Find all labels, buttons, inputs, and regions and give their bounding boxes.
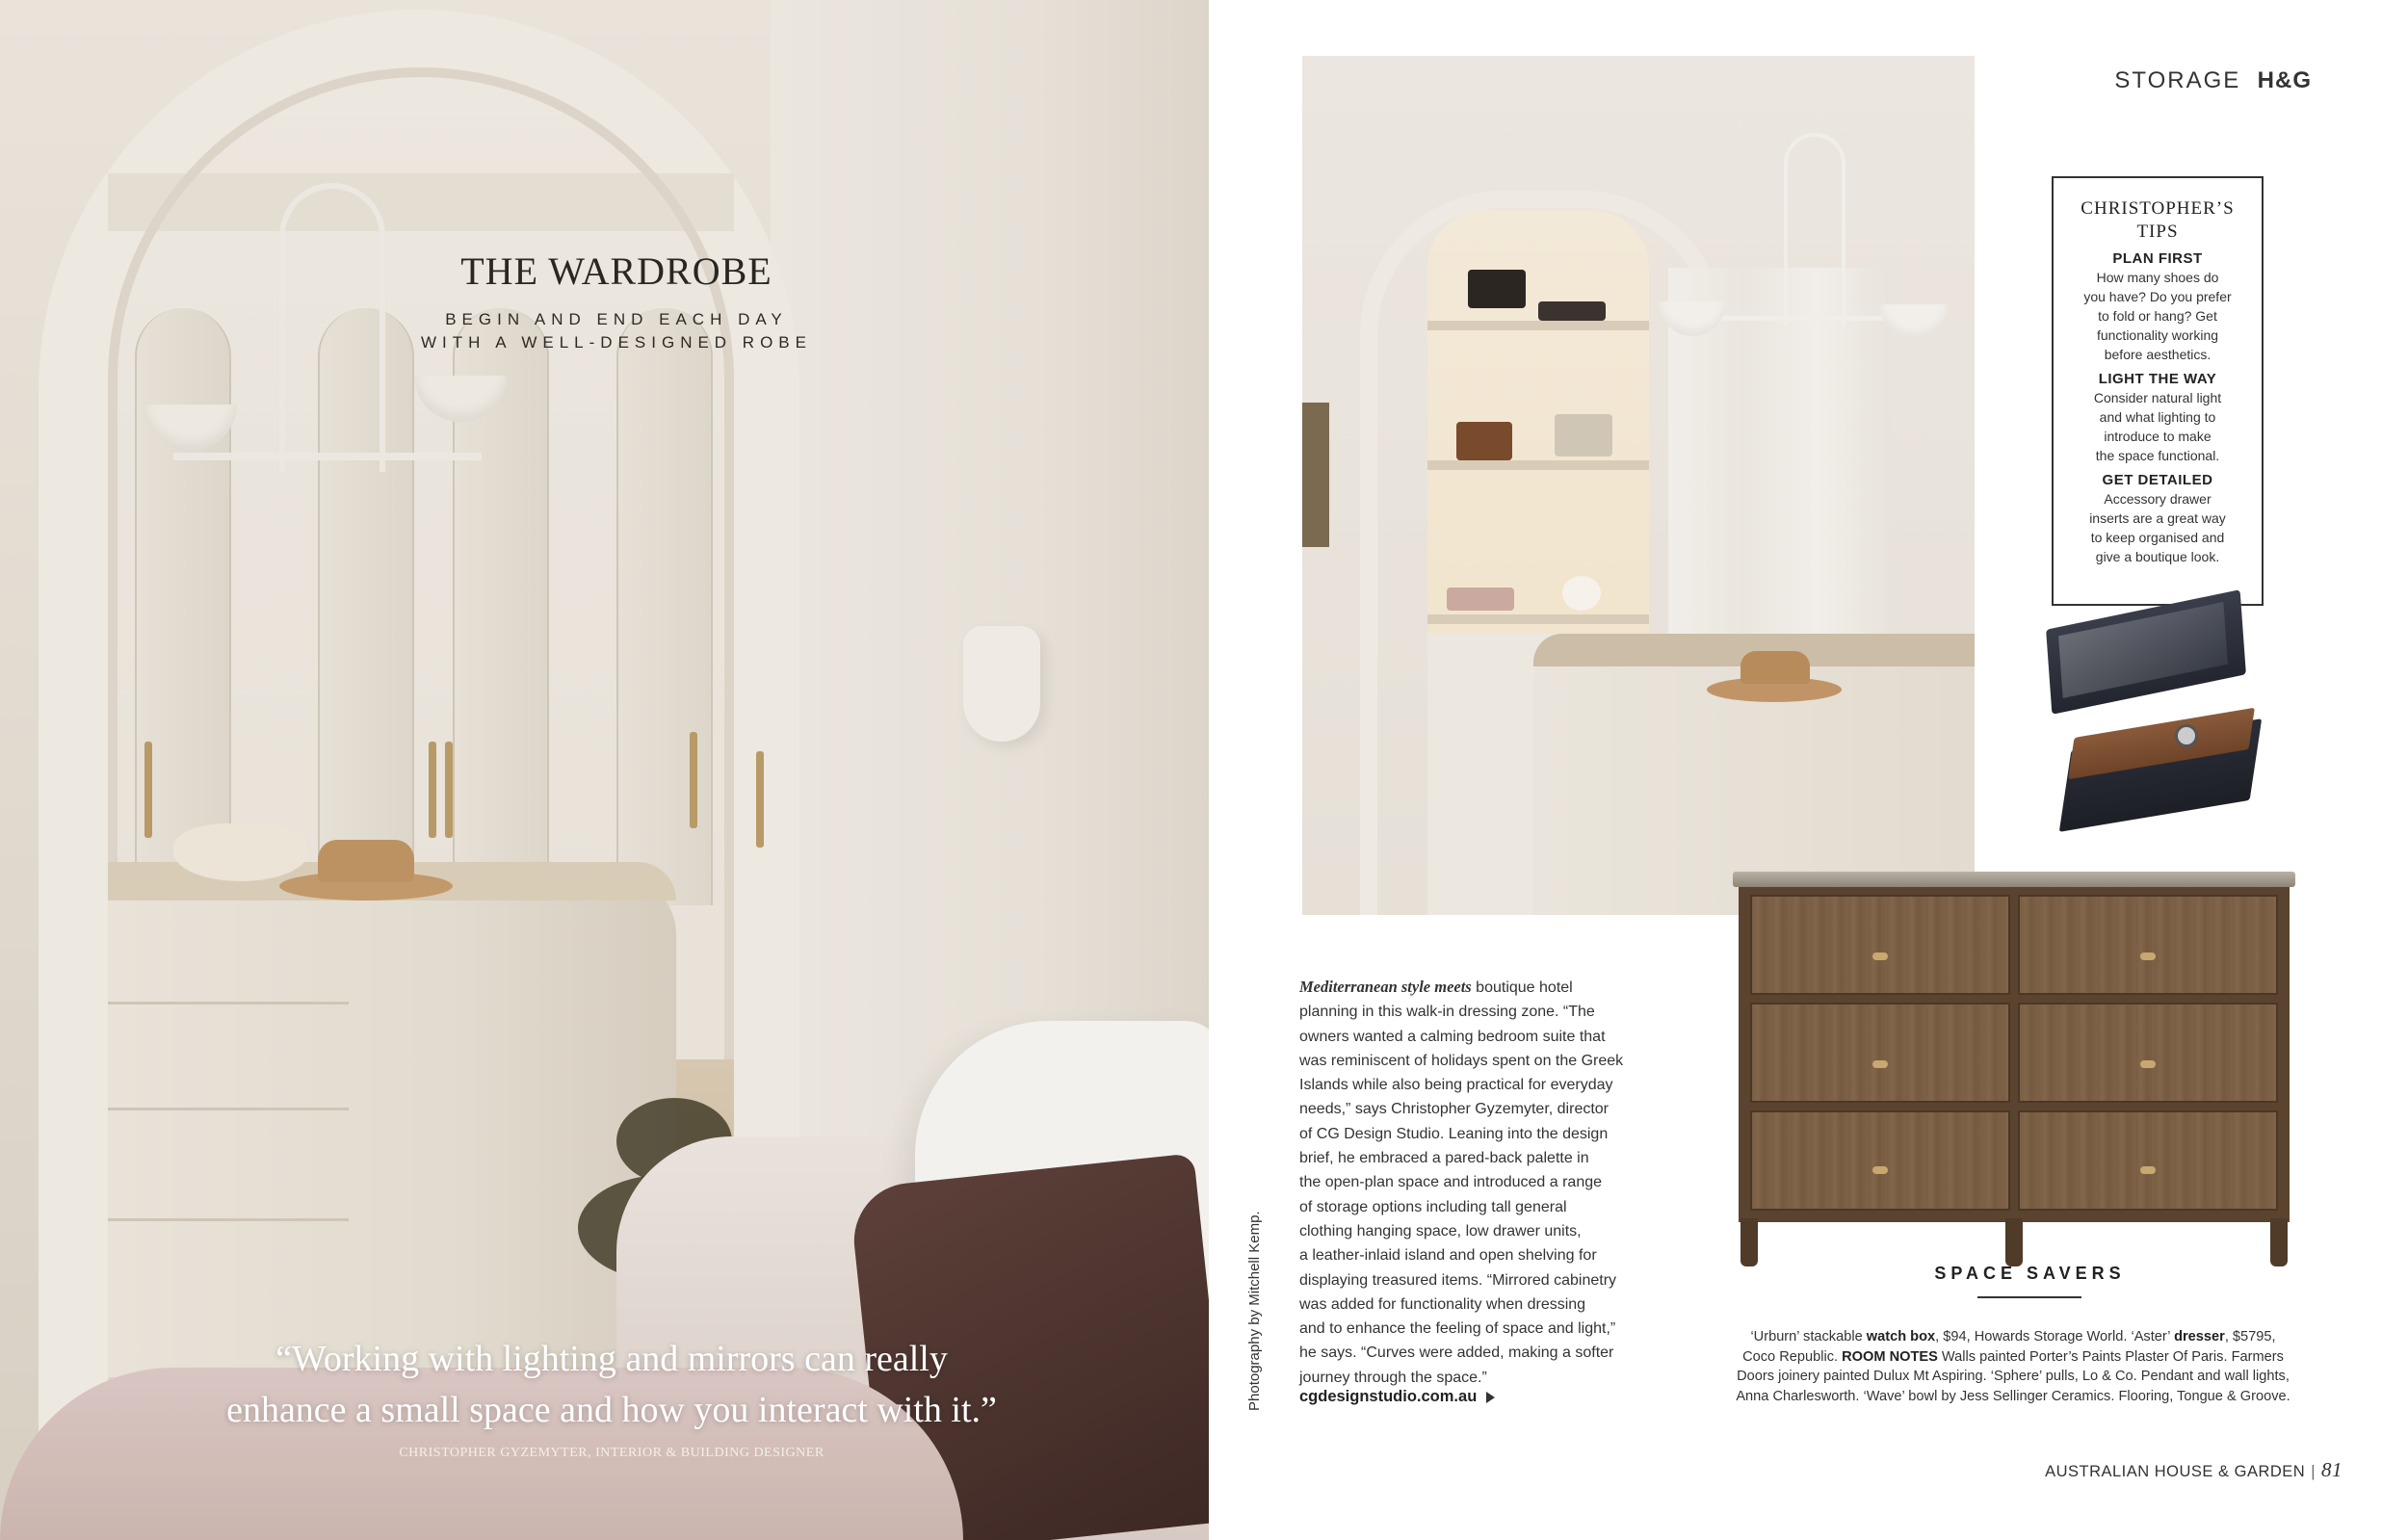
heading-rule (1977, 1296, 2081, 1298)
body-line: the open-plan space and introduced a range (1299, 1174, 1603, 1191)
tip-text: inserts are a great way (2089, 510, 2226, 526)
caption-text: , $94, Howards Storage World. ‘Aster’ (1935, 1329, 2175, 1344)
dresser-drawer (1750, 895, 2010, 995)
watch-box-product (2040, 609, 2258, 819)
drawer-line (108, 1108, 349, 1110)
body-line: owners wanted a calming bedroom suite that (1299, 1028, 1606, 1045)
website-link-text[interactable]: cgdesignstudio.com.au (1299, 1388, 1478, 1405)
dresser-product (1733, 872, 2295, 1266)
dresser-knob (2140, 1060, 2156, 1068)
wall-sconce (963, 626, 1040, 742)
body-line: clothing hanging space, low drawer units, (1299, 1222, 1582, 1240)
caption-label: ROOM NOTES (1842, 1348, 1938, 1365)
dresser-leg (1741, 1218, 1758, 1266)
caption-text: ‘Urburn’ stackable (1750, 1329, 1867, 1344)
dressing-island (108, 876, 676, 1377)
body-line: Islands while also being practical for everyday (1299, 1077, 1613, 1094)
dresser-leg (2005, 1218, 2023, 1266)
tip-text: before aesthetics. (2104, 347, 2212, 362)
caption-line (1716, 1327, 2310, 1347)
tip-text: and what lighting to (2099, 409, 2216, 425)
pendant-light (1784, 133, 1845, 326)
body-line: he says. “Curves were added, making a softer (1299, 1344, 1614, 1362)
page-number: 81 (2321, 1458, 2343, 1481)
dressing-room-photo (1302, 56, 1975, 915)
dresser-leg (2270, 1218, 2288, 1266)
dresser-drawer (1750, 1110, 2010, 1211)
dresser-knob (1872, 1166, 1888, 1174)
body-line: displaying treasured items. “Mirrored cabinetry (1299, 1271, 1617, 1289)
feature-title: THE WARDROBE (460, 249, 772, 293)
tip-text: introduce to make (2104, 429, 2212, 444)
caption-line: Doors joinery painted Dulux Mt Aspiring. ‘Sphere’ pulls, Lo & Co. Pendant and wall lights, (1737, 1369, 2290, 1384)
tips-title-line: TIPS (2136, 222, 2179, 242)
tip-text: How many shoes do (2096, 270, 2219, 285)
pull-quote-line: “Working with lighting and mirrors can really (275, 1339, 948, 1379)
tip-text: to keep organised and (2090, 530, 2225, 545)
pendant-shade (1880, 304, 1948, 339)
caption-line (1716, 1347, 2310, 1368)
dresser-drawer (2018, 1110, 2278, 1211)
drawer-line (108, 1218, 349, 1221)
brand-logo: H&G (2257, 67, 2312, 93)
pull-quote-line: enhance a small space and how you interact with it.” (226, 1390, 997, 1430)
watch (2175, 724, 2198, 747)
space-savers-heading: SPACE SAVERS (1934, 1264, 2126, 1283)
tip-text: Accessory drawer (2104, 491, 2212, 507)
page-folio (2045, 1458, 2343, 1482)
tip-plan-first (2065, 249, 2250, 364)
tip-heading: LIGHT THE WAY (2098, 371, 2217, 387)
straw-hat-crown (318, 840, 414, 882)
tip-heading: GET DETAILED (2102, 472, 2213, 488)
dresser-marble-top (1733, 872, 2295, 887)
body-line: planning in this walk-in dressing zone. “The (1299, 1004, 1595, 1021)
section-name: STORAGE (2114, 67, 2241, 93)
dresser-knob (2140, 1166, 2156, 1174)
caption-text: Walls painted Porter’s Paints Plaster Of Paris. Farmers (1937, 1348, 2284, 1365)
tip-text: to fold or hang? Get (2098, 308, 2217, 324)
dresser-drawer (2018, 1003, 2278, 1103)
folio-separator: | (2311, 1463, 2316, 1480)
tips-box (2052, 176, 2264, 606)
feature-subtitle-line: WITH A WELL-DESIGNED ROBE (421, 333, 812, 352)
tip-light-the-way (2065, 370, 2250, 465)
feature-subtitle-line: BEGIN AND END EACH DAY (445, 310, 788, 328)
caption-product: dresser (2174, 1329, 2225, 1344)
straw-hat-crown (1741, 651, 1810, 684)
body-line: a leather-inlaid island and open shelving for (1299, 1247, 1597, 1265)
body-line: was added for functionality when dressing (1299, 1295, 1586, 1313)
caption-line: Anna Charlesworth. ‘Wave’ bowl by Jess Sellinger Ceramics. Flooring, Tongue & Groove. (1736, 1388, 2290, 1404)
brass-handle (756, 751, 764, 848)
pull-quote (116, 1334, 1108, 1436)
tip-text: you have? Do you prefer (2083, 289, 2232, 304)
tip-get-detailed (2065, 471, 2250, 566)
wall-painting (1302, 403, 1329, 547)
dresser-knob (2140, 953, 2156, 960)
tip-heading: PLAN FIRST (2112, 250, 2203, 267)
body-line: was reminiscent of holidays spent on the Greek (1299, 1052, 1624, 1069)
dresser-knob (1872, 1060, 1888, 1068)
body-line: brief, he embraced a pared-back palette in (1299, 1150, 1589, 1167)
publication-name: AUSTRALIAN HOUSE & GARDEN (2045, 1463, 2306, 1480)
body-copy (1299, 975, 1651, 1390)
wave-bowl (173, 823, 308, 881)
tips-title (2065, 197, 2250, 244)
triangle-right-icon (1486, 1392, 1495, 1403)
body-line: of CG Design Studio. Leaning into the design (1299, 1125, 1609, 1142)
tips-title-line: CHRISTOPHER’S (2081, 198, 2235, 219)
pull-quote-credit: CHRISTOPHER GYZEMYTER, INTERIOR & BUILDING DESIGNER (399, 1446, 824, 1460)
dresser-drawer (2018, 895, 2278, 995)
photo-credit: Photography by Mitchell Kemp. (1246, 1211, 1263, 1411)
body-line: journey through the space.” (1299, 1369, 1487, 1386)
tip-text: give a boutique look. (2095, 549, 2220, 564)
website-link[interactable] (1299, 1388, 1495, 1406)
product-caption (1716, 1327, 2310, 1406)
body-lead-in: Mediterranean style meets (1299, 978, 1472, 996)
feature-subtitle (289, 308, 944, 354)
body-text: boutique hotel (1471, 979, 1573, 996)
tip-text: Consider natural light (2093, 390, 2222, 405)
caption-text: Coco Republic. (1742, 1348, 1843, 1365)
body-line (1299, 975, 1651, 1000)
caption-product: watch box (1866, 1329, 1936, 1344)
pendant-bar (173, 453, 482, 460)
drawer-line (108, 1002, 349, 1005)
dresser-drawer (1750, 1003, 2010, 1103)
caption-text: , $5795, (2224, 1329, 2276, 1344)
dresser-knob (1872, 953, 1888, 960)
tip-text: functionality working (2096, 327, 2219, 343)
tip-text: the space functional. (2095, 448, 2220, 463)
section-header (2114, 67, 2312, 94)
body-line: of storage options including tall general (1299, 1198, 1567, 1215)
body-line: and to enhance the feeling of space and light,” (1299, 1320, 1616, 1338)
body-line: needs,” says Christopher Gyzemyter, director (1299, 1101, 1610, 1118)
